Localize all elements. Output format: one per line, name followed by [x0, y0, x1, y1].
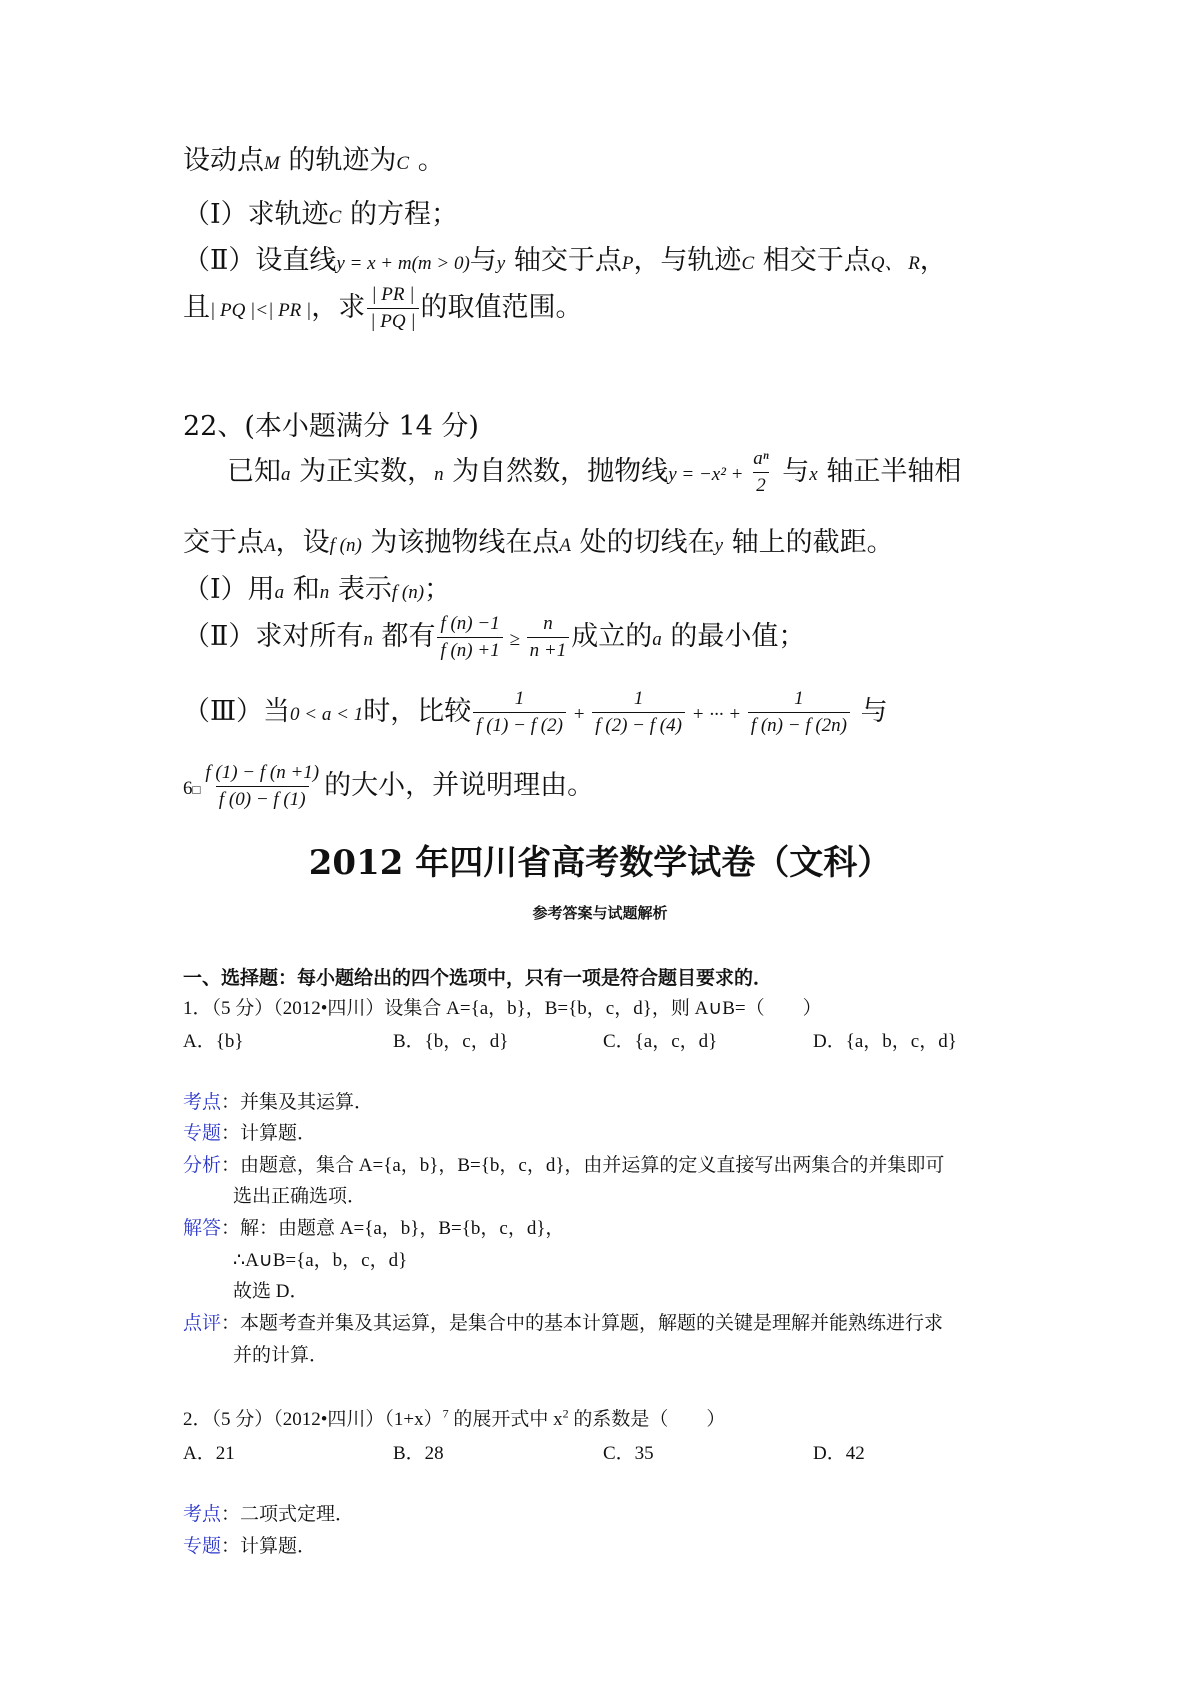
q22-line1: 已知a 为正实数，n 为自然数，抛物线y = −x² + $\frac{\text{aⁿ}}{2}$ 与x 轴正半轴相: [227, 448, 962, 496]
ratio-fraction: $\frac{| PR |}{| PQ |}$: [367, 284, 418, 333]
comparison-fraction: $\frac{f (1) - f (n +1)}{f (0) - f (1)}$: [205, 762, 320, 810]
q1-jieda: 解答：解：由题意 A={a，b}，B={b，c，d}，: [183, 1218, 565, 1239]
q21-intro: 设动点M 的轨迹为C 。: [183, 145, 445, 176]
q1-option-b: B．{b，c，d}: [393, 1031, 509, 1052]
q2-zhuanti: 专题：计算题．: [183, 1536, 317, 1557]
q2-option-a: A．21: [183, 1443, 235, 1464]
q1-zhuanti: 专题：计算题．: [183, 1123, 317, 1144]
q22-line2: 交于点A，设f (n) 为该抛物线在点A 处的切线在y 轴上的截距。: [183, 527, 894, 558]
q1-fenxi: 分析：由题意，集合 A={a，b}，B={b，c，d}，由并运算的定义直接写出两集合的并集即可: [183, 1155, 945, 1176]
q21-part1: （Ⅰ）求轨迹C 的方程；: [183, 199, 458, 230]
q2-stem: 2．（5 分）（2012•四川）$(1+x)^7$ 的展开式中 $x^2$ 的系数是（ ）: [183, 1406, 726, 1430]
q22-header: 22、(本小题满分 14 分): [183, 411, 479, 442]
q1-option-c: C．{a，c，d}: [603, 1031, 718, 1052]
parabola-fraction: $\frac{\text{aⁿ}}{2}$: [753, 448, 769, 496]
q22-part3: （Ⅲ）当0 < a < 1时，比较 $\frac{1}{f (1) - f (2)}$ + $\frac{1}{f (2) - f (4)}$ + ··· + $\frac{1}{f (n) - f (2n)}$ 与: [183, 688, 888, 736]
q1-option-d: D．{a，b，c，d}: [813, 1031, 957, 1052]
page-subtitle: 参考答案与试题解析: [532, 904, 668, 922]
section-heading: 一、选择题：每小题给出的四个选项中，只有一项是符合题目要求的．: [183, 968, 773, 989]
q1-fenxi-cont: 选出正确选项．: [233, 1186, 367, 1207]
q1-stem: 1．（5 分）（2012•四川）设集合 A={a，b}，B={b，c，d}，则 A∪B=（ ）: [183, 998, 822, 1019]
q1-dianping-cont: 并的计算．: [233, 1345, 329, 1366]
q2-option-c: C．35: [603, 1443, 654, 1464]
fn-ratio-fraction: $\frac{f (n) -1}{f (n) +1}$: [437, 613, 502, 662]
sum-term-n: $\frac{1}{f (n) - f (2n)}$: [748, 688, 850, 737]
n-ratio-fraction: $\frac{n}{n +1}$: [527, 613, 570, 662]
q1-jieda-2: ∴A∪B={a，b，c，d}: [233, 1250, 408, 1271]
q1-kaodian: 考点：并集及其运算．: [183, 1092, 374, 1113]
q22-part2: （Ⅱ）求对所有n 都有 $\frac{f (n) -1}{f (n) +1}$ ≥ $\frac{n}{n +1}$ 成立的a 的最小值；: [183, 613, 806, 661]
q22-part3-cont: 6□ $\frac{f (1) - f (n +1)}{f (0) - f (1)}$ 的大小，并说明理由。: [183, 762, 595, 810]
page-title: 2012 年四川省高考数学试卷（文科）: [308, 843, 892, 883]
q2-kaodian: 考点：二项式定理．: [183, 1504, 355, 1525]
q21-part2-cont: 且| PQ |<| PR |，求 $\frac{| PR |}{| PQ |}$ 的取值范围。: [183, 284, 583, 332]
q22-part1: （Ⅰ）用a 和n 表示f (n)；: [183, 574, 452, 605]
q21-part2: （Ⅱ）设直线y = x + m(m > 0)与y 轴交于点P，与轨迹C 相交于点Q、 R，: [183, 245, 947, 276]
q2-option-d: D．42: [813, 1443, 865, 1464]
sum-term-1: $\frac{1}{f (1) - f (2)}$: [473, 688, 566, 737]
q1-dianping: 点评：本题考查并集及其运算，是集合中的基本计算题，解题的关键是理解并能熟练进行求: [183, 1313, 944, 1334]
q1-jieda-3: 故选 D．: [233, 1281, 309, 1302]
q2-option-b: B．28: [393, 1443, 444, 1464]
sum-term-2: $\frac{1}{f (2) - f (4)}$: [592, 688, 685, 737]
q1-option-a: A．{b}: [183, 1031, 244, 1052]
